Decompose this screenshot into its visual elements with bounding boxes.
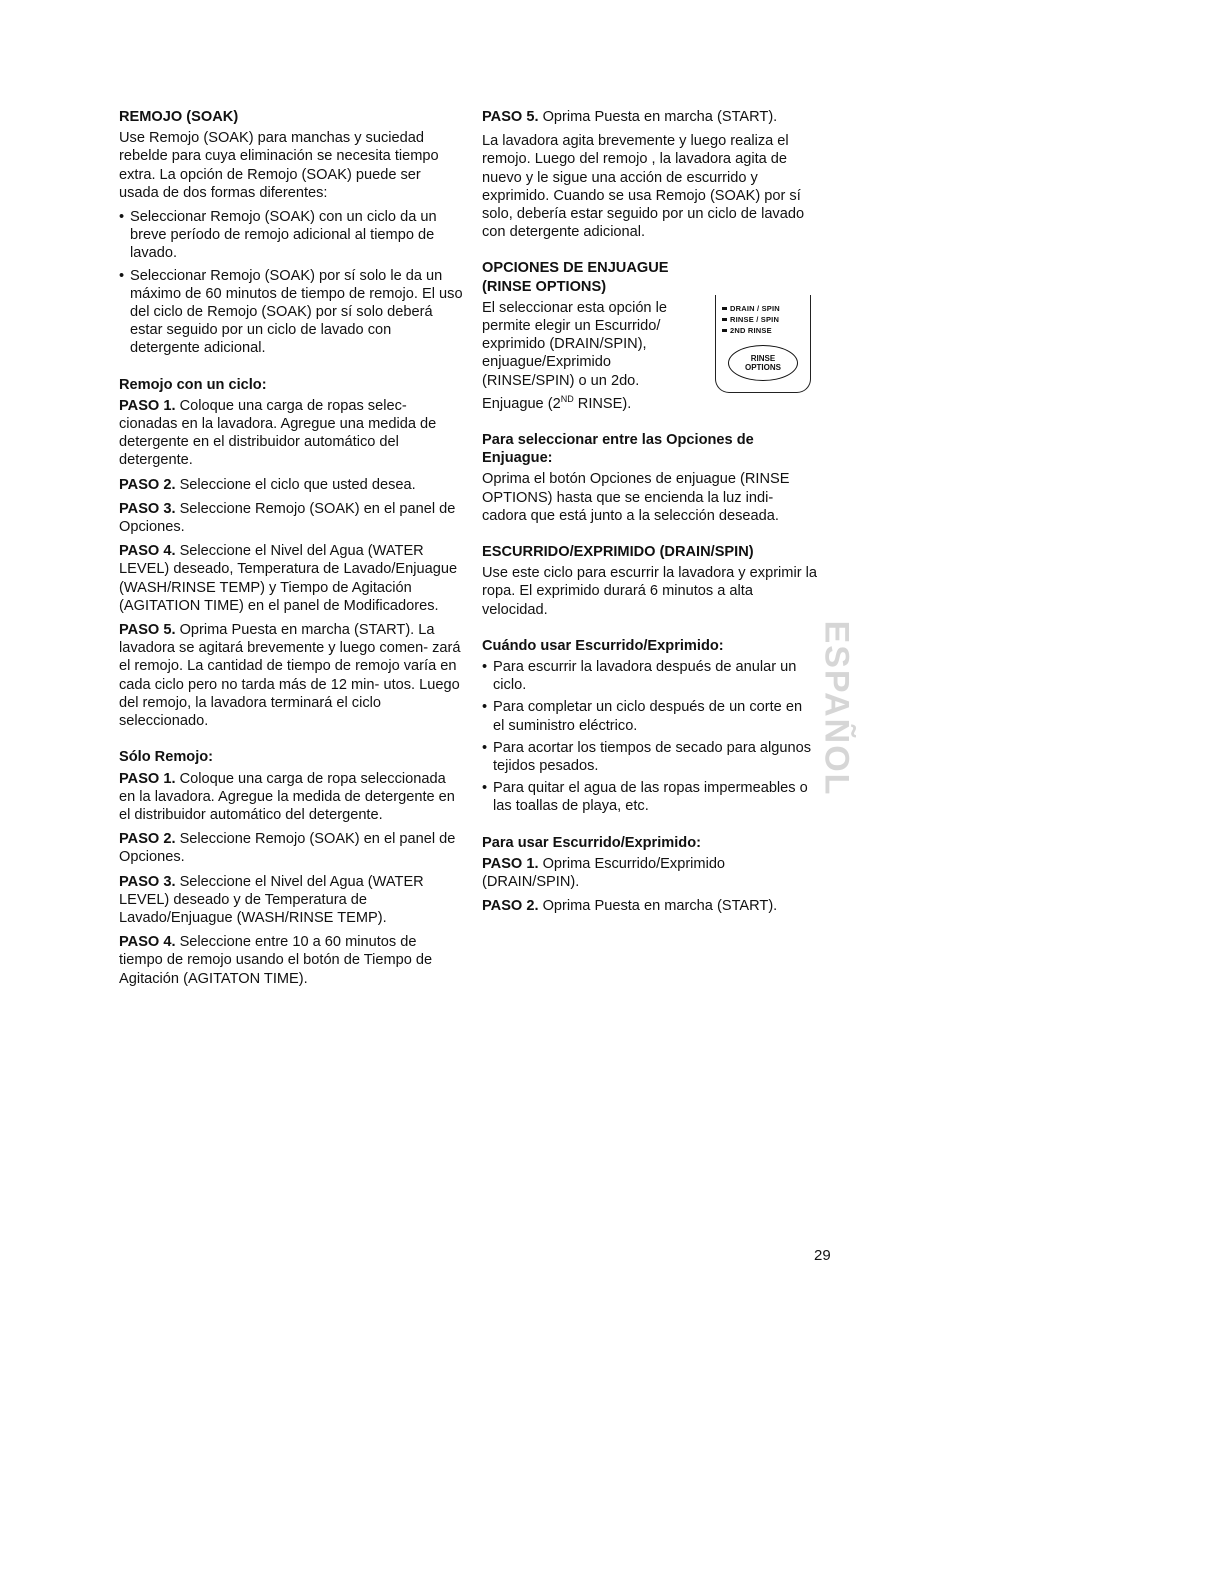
step-label: PASO 5. [119, 622, 176, 639]
list-item: • Para escurrir la lavadora después de anular un ciclo. [482, 658, 817, 694]
language-side-tab: ESPAÑOL [817, 620, 856, 796]
step-label: PASO 1. [119, 397, 176, 414]
step-label: PASO 2. [119, 476, 176, 493]
rinse-options-panel-illustration [715, 295, 811, 393]
when-drain-heading: Cuándo usar Escurrido/Exprimido: [482, 637, 724, 654]
rinse-options-button-illustration: RINSE OPTIONS [728, 345, 798, 381]
step-text: Seleccione Remojo (SOAK) en el panel de Opciones. [119, 500, 456, 536]
list-item: • Seleccionar Remojo (SOAK) por sí solo le da un máximo de 60 minutos de tiempo de remojo. El uso del ciclo de Remojo (SOAK) por sí solo deberá estar seguido por un ciclo de lavado con detergente adicional. [119, 267, 464, 358]
step-text: Seleccione entre 10 a 60 minutos de tiempo de remojo usando el botón de Tiempo de Agitación (AGITATON TIME). [119, 934, 433, 987]
step-paragraph [119, 476, 464, 494]
page-number: 29 [814, 1247, 831, 1264]
list-item: • Seleccionar Remojo (SOAK) con un ciclo da un breve período de remojo adicional al tiempo de lavado. [119, 208, 464, 263]
step-label: PASO 4. [119, 934, 176, 951]
when-drain-bullet-list [482, 658, 817, 816]
rinse-options-subheading: (RINSE OPTIONS) [482, 278, 607, 295]
soak-cycle-heading: Remojo con un ciclo: [119, 376, 267, 393]
select-rinse-heading: Para seleccionar entre las Opciones de Enjuague: [482, 431, 754, 467]
step-paragraph [119, 873, 464, 928]
step-paragraph [482, 897, 817, 915]
step-label: PASO 3. [119, 500, 176, 517]
step-paragraph [119, 830, 464, 866]
step-text: Oprima Puesta en marcha (START). La lavadora se agitará brevemente y luego comen- zará el remojo. La cantidad de tiempo de remojo varía en cada ciclo pero no tarda más de 12 min- utos. Luego del remojo, la lavadora terminará el ciclo seleccionado. [119, 622, 461, 730]
step5-description: La lavadora agita brevemente y luego realiza el remojo. Luego del remojo , la lavadora agita de nuevo y le sigue una acción de escurrido y exprimido. Cuando se usa Remojo (SOAK) por sí solo, debería estar seguido por un ciclo de lavado con detergente adicional. [482, 133, 805, 241]
step-paragraph [482, 855, 817, 891]
rinse-options-section [482, 259, 817, 412]
step-text: Oprima Puesta en marcha (START). [542, 898, 778, 915]
soak-intro: Use Remojo (SOAK) para manchas y suciedad rebelde para cuya eliminación se necesita tiempo extra. La opción de Remojo (SOAK) puede ser usada de dos formas diferentes: [119, 130, 439, 201]
rinse-options-text: El seleccionar esta opción le permite elegir un Escurrido/ exprimido (DRAIN/SPIN), enjuague/Exprimido (RINSE/SPIN) o un 2do. Enjuague (2ND RINSE). [482, 299, 667, 412]
step-text: Coloque una carga de ropa seleccionada en la lavadora. Agregue la medida de detergente en el distribuidor automático del detergente. [119, 770, 455, 823]
step-label: PASO 5. [482, 109, 539, 125]
step-paragraph [482, 108, 817, 126]
left-column [119, 108, 464, 994]
select-rinse-text: Oprima el botón Opciones de enjuague (RINSE OPTIONS) hasta que se encienda la luz indi- cadora que está junto a la selección deseada. [482, 471, 790, 524]
soak-heading: REMOJO (SOAK) [119, 109, 239, 125]
step-label: PASO 2. [482, 898, 539, 915]
step-label: PASO 1. [482, 855, 539, 872]
panel-indicator-2nd-rinse: 2ND RINSE [716, 325, 810, 336]
step-paragraph [119, 397, 464, 470]
step-text: Seleccione Remojo (SOAK) en el panel de Opciones. [119, 831, 456, 866]
soak-only-heading: Sólo Remojo: [119, 749, 214, 766]
panel-indicator-rinse-spin: RINSE / SPIN [716, 314, 810, 325]
step-paragraph [119, 621, 464, 730]
list-item: • Para acortar los tiempos de secado para algunos tejidos pesados. [482, 739, 817, 775]
step-text: Seleccione el ciclo que usted desea. [179, 476, 416, 493]
step-paragraph [119, 933, 464, 988]
soak-bullet-list [119, 208, 464, 358]
use-drain-heading: Para usar Escurrido/Exprimido: [482, 834, 701, 851]
step-label: PASO 2. [119, 831, 176, 848]
step-paragraph [119, 500, 464, 536]
step-paragraph [119, 542, 464, 615]
rinse-options-heading: OPCIONES DE ENJUAGUE [482, 260, 669, 277]
list-item: • Para completar un ciclo después de un corte en el suministro eléctrico. [482, 698, 817, 734]
step-text: Seleccione el Nivel del Agua (WATER LEVEL) deseado, Temperatura de Lavado/Enjuague (WASH/RINSE TEMP) y Tiempo de Agitación (AGITATION TIME) en el panel de Modificadores. [119, 543, 458, 614]
step-text: Oprima Puesta en marcha (START). [542, 109, 778, 125]
step-text: Coloque una carga de ropas selec- cionadas en la lavadora. Agregue una medida de detergente en el distribuidor automático del detergente. [119, 397, 437, 469]
right-column [482, 108, 817, 921]
panel-indicator-drain-spin: DRAIN / SPIN [716, 303, 810, 314]
step-text: Oprima Escurrido/Exprimido (DRAIN/SPIN). [482, 855, 726, 890]
step-label: PASO 1. [119, 770, 176, 787]
step-paragraph [119, 770, 464, 825]
list-item: • Para quitar el agua de las ropas impermeables o las toallas de playa, etc. [482, 779, 817, 815]
step-text: Seleccione el Nivel del Agua (WATER LEVEL) deseado y de Temperatura de Lavado/Enjuague (WASH/RINSE TEMP). [119, 873, 424, 926]
drain-spin-heading: ESCURRIDO/EXPRIMIDO (DRAIN/SPIN) [482, 543, 754, 560]
drain-spin-text: Use este ciclo para escurrir la lavadora y exprimir la ropa. El exprimido durará 6 minutos a alta velocidad. [482, 565, 817, 618]
step-label: PASO 3. [119, 873, 176, 890]
step-label: PASO 4. [119, 543, 176, 560]
